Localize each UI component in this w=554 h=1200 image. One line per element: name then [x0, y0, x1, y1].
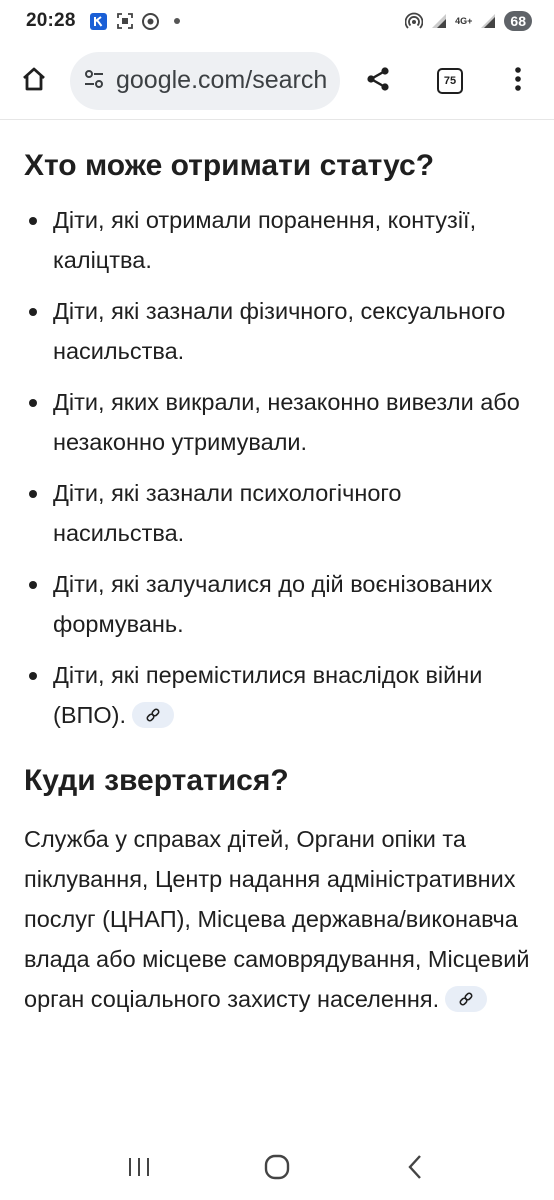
back-button[interactable]	[385, 1144, 445, 1194]
eligibility-list	[24, 200, 530, 735]
link-icon	[145, 695, 161, 735]
signal-icon	[430, 12, 448, 30]
home-nav-button[interactable]	[247, 1144, 307, 1194]
menu-button[interactable]	[494, 57, 542, 105]
address-bar[interactable]	[70, 52, 340, 110]
tabs-count: 75	[437, 68, 463, 94]
home-icon	[20, 65, 48, 97]
tabs-button[interactable]	[426, 57, 474, 105]
url-text[interactable]: google.com/search	[116, 66, 328, 94]
notification-icons	[90, 12, 186, 30]
where-text: Служба у справах дітей, Органи опіки та піклування, Центр надання адміністративних послуг (ЦНАП), Місцева державна/виконавча влада або місцеве самоврядування, Місцевий орган соціального захисту населення.	[24, 826, 530, 1012]
list-item-text: Діти, які зазнали психологічного насильства.	[53, 480, 402, 546]
list-item-text: Діти, які зазнали фізичного, сексуального насильства.	[53, 298, 506, 364]
home-circle-icon	[264, 1154, 290, 1184]
list-item	[24, 382, 530, 462]
list-item-text: Діти, які отримали поранення, контузії, каліцтва.	[53, 207, 477, 273]
section-title-where: Куди звертатися?	[24, 764, 289, 797]
dot-icon	[168, 12, 186, 30]
battery-level: 68	[504, 11, 532, 31]
status-time: 20:28	[26, 10, 76, 31]
page-content	[0, 120, 554, 1019]
list-item-text: Діти, яких викрали, незаконно вивезли або незаконно утримували.	[53, 389, 520, 455]
more-vert-icon	[514, 66, 522, 96]
status-bar	[0, 0, 554, 42]
source-link-button[interactable]	[132, 702, 174, 728]
browser-toolbar	[0, 42, 554, 120]
list-item-text: Діти, які залучалися до дій воєнізованих формувань.	[53, 571, 493, 637]
list-item	[24, 200, 530, 280]
tune-icon[interactable]	[82, 67, 106, 95]
back-icon	[406, 1154, 424, 1184]
app-notification-icon	[90, 12, 108, 30]
where-paragraph	[24, 819, 530, 1019]
chrome-icon	[142, 12, 160, 30]
source-link-button-2[interactable]	[445, 986, 487, 1012]
network-type: 4G+	[455, 15, 473, 26]
home-button[interactable]	[10, 57, 58, 105]
share-icon	[364, 65, 392, 97]
list-item	[24, 291, 530, 371]
section-title-who: Хто може отримати статус?	[24, 149, 435, 182]
system-nav-bar	[0, 1138, 554, 1200]
hotspot-icon	[405, 12, 423, 30]
screenshot-icon	[116, 12, 134, 30]
signal-icon-2	[479, 12, 497, 30]
recents-button[interactable]	[109, 1144, 169, 1194]
list-item	[24, 655, 530, 735]
list-item	[24, 564, 530, 644]
status-right	[405, 11, 532, 31]
list-item	[24, 473, 530, 553]
list-item-text: Діти, які перемістилися внаслідок війни (ВПО).	[53, 662, 483, 728]
recents-icon	[127, 1156, 151, 1182]
link-icon	[458, 979, 474, 1019]
share-button[interactable]	[354, 57, 402, 105]
